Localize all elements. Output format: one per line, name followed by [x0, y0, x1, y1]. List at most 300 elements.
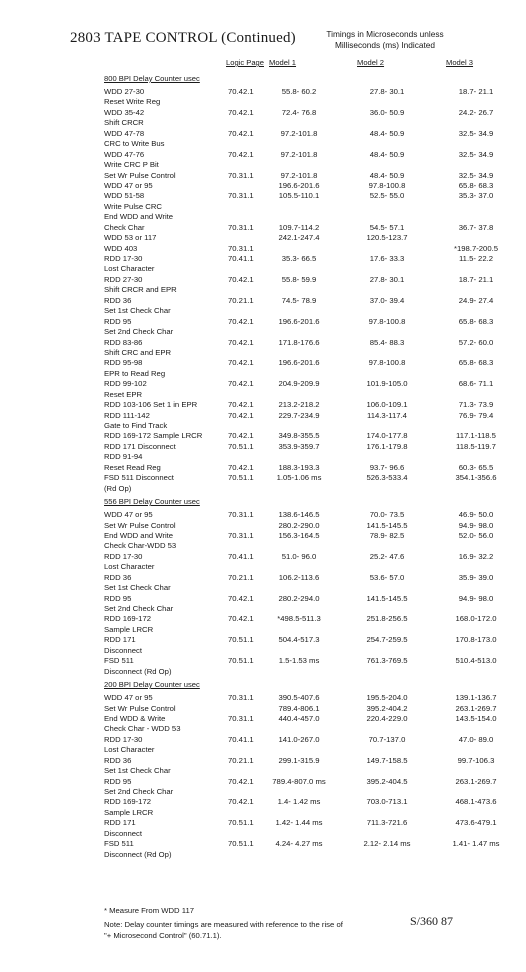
row-label: RDD 83-86	[104, 337, 143, 347]
row-label: Lost Character	[104, 562, 155, 572]
row-label: (Rd Op)	[104, 483, 132, 493]
model2-cell: 711.3-721.6	[366, 818, 408, 828]
table-row	[104, 97, 524, 107]
section-heading	[104, 679, 524, 691]
model2-cell: 149.7-158.5	[366, 755, 408, 765]
table-row	[104, 594, 524, 604]
row-label: RDD 36	[104, 572, 132, 582]
model3-cell: 168.0-172.0	[455, 614, 497, 624]
logic-page-cell: 70.42.1	[228, 431, 254, 441]
model2-cell: 48.4- 50.9	[369, 149, 405, 159]
logic-page-cell: 70.42.1	[228, 462, 254, 472]
model3-cell: 32.5- 34.9	[458, 149, 494, 159]
row-label: RDD 91-94	[104, 452, 143, 462]
logic-page-cell: 70.42.1	[228, 614, 254, 624]
model3-cell: 68.6- 71.1	[458, 379, 494, 389]
row-label: FSD 511 Disconnect	[104, 473, 174, 483]
table-row	[104, 473, 524, 483]
row-label: Lost Character	[104, 264, 155, 274]
table-row	[104, 818, 524, 828]
model1-cell: 196.6-201.6	[278, 180, 320, 190]
row-label: Write CRC P Bit	[104, 160, 159, 170]
model1-cell: 72.4- 76.8	[281, 107, 317, 117]
row-label: Set 1st Check Char	[104, 306, 171, 316]
row-label: CRC to Write Bus	[104, 139, 165, 149]
table-row	[104, 552, 524, 562]
row-label: Set Wr Pulse Control	[104, 703, 176, 713]
row-label: WDD 47 or 95	[104, 510, 153, 520]
logic-page-cell: 70.51.1	[228, 818, 254, 828]
logic-page-cell: 70.21.1	[228, 295, 254, 305]
model1-cell: 35.3- 66.5	[281, 254, 317, 263]
logic-page-cell: 70.21.1	[228, 572, 254, 582]
model3-cell: 32.5- 34.9	[458, 170, 494, 180]
column-header-model2: Model 2	[357, 58, 385, 67]
model1-cell: 188.3-193.3	[278, 462, 320, 472]
row-label: WDD 47-78	[104, 128, 145, 138]
row-label: RDD 95	[104, 593, 132, 603]
table-row	[104, 421, 524, 431]
model3-cell: 52.0- 56.0	[458, 530, 494, 540]
model1-cell: 242.1-247.4	[278, 233, 320, 243]
footnote-delay-counter-ref: "+ Microsecond Control" (60.71.1).	[104, 931, 222, 940]
table-row	[104, 160, 524, 170]
model2-cell: 37.0- 39.4	[369, 295, 405, 305]
row-label: Check Char	[104, 222, 145, 232]
model3-cell: 99.7-106.3	[457, 755, 495, 765]
model2-cell: 27.8- 30.1	[369, 87, 405, 96]
row-label: RDD 27-30	[104, 274, 143, 284]
row-label: Disconnect (Rd Op)	[104, 849, 172, 859]
row-label: RDD 171	[104, 818, 136, 828]
model2-cell: 54.5- 57.1	[369, 222, 405, 232]
row-label: RDD 95	[104, 776, 132, 786]
row-label: RDD 169-172	[104, 797, 152, 807]
table-row	[104, 510, 524, 520]
model2-cell: 176.1-179.8	[366, 441, 408, 451]
model2-cell: 48.4- 50.9	[369, 128, 405, 138]
row-label: FSD 511	[104, 839, 134, 849]
table-row	[104, 541, 524, 551]
table-row	[104, 275, 524, 285]
table-row	[104, 254, 524, 264]
model3-cell: 71.3- 73.9	[458, 400, 494, 410]
table-row	[104, 411, 524, 421]
row-label: Lost Character	[104, 745, 155, 755]
model2-cell: 85.4- 88.3	[369, 337, 405, 347]
model3-cell: 57.2- 60.0	[458, 337, 494, 347]
logic-page-cell: 70.42.1	[228, 87, 254, 96]
row-label: WDD 47-76	[104, 149, 145, 159]
table-row	[104, 379, 524, 389]
model2-cell: 101.9-105.0	[366, 379, 408, 389]
row-label: Check Char - WDD 53	[104, 724, 181, 734]
table-row	[104, 797, 524, 807]
table-row	[104, 635, 524, 645]
model1-cell: 1.42- 1.44 ms	[275, 818, 323, 828]
table-row	[104, 181, 524, 191]
table-row	[104, 583, 524, 593]
table-row	[104, 521, 524, 531]
row-label: Set 2nd Check Char	[104, 787, 174, 796]
model1-cell: *498.5-511.3	[277, 614, 321, 624]
table-row	[104, 338, 524, 348]
model2-cell: 36.0- 50.9	[369, 107, 405, 117]
model1-cell: 1.05-1.06 ms	[276, 473, 322, 483]
column-header-model1: Model 1	[269, 58, 297, 67]
row-label: RDD 36	[104, 755, 132, 765]
table-row	[104, 704, 524, 714]
logic-page-cell: 70.41.1	[228, 254, 254, 263]
table-row	[104, 108, 524, 118]
table-row	[104, 614, 524, 624]
row-label: Reset Write Reg	[104, 97, 161, 107]
model1-cell: 204.9-209.9	[278, 379, 320, 389]
table-row	[104, 223, 524, 233]
timing-units-note	[310, 29, 460, 51]
model2-cell: 70.0- 73.5	[369, 510, 405, 520]
model2-cell: 703.0-713.1	[366, 797, 408, 807]
model2-cell: 254.7-259.5	[366, 635, 408, 645]
model1-cell: 789.4-806.1	[278, 703, 320, 713]
table-row	[104, 369, 524, 379]
logic-page-cell: 70.31.1	[228, 222, 254, 232]
column-header-model3: Model 3	[446, 58, 474, 67]
model3-cell: 46.9- 50.0	[458, 510, 494, 520]
row-label: Set 1st Check Char	[104, 766, 171, 776]
row-label: Disconnect	[104, 645, 143, 655]
model2-cell: 141.5-145.5	[366, 520, 408, 530]
row-label: Set Wr Pulse Control	[104, 170, 176, 180]
row-label: 800 BPI Delay Counter usec	[104, 74, 200, 83]
model1-cell: 97.2-101.8	[280, 170, 318, 180]
row-label: WDD 47 or 95	[104, 693, 153, 703]
table-row	[104, 317, 524, 327]
row-label: RDD 111-142	[104, 410, 150, 420]
model1-cell: 138.6-146.5	[278, 510, 320, 520]
timing-units-note-line2: Milliseconds (ms) Indicated	[334, 40, 436, 50]
table-row	[104, 442, 524, 452]
model1-cell: 55.8- 60.2	[281, 87, 317, 96]
model1-cell: 171.8-176.6	[278, 337, 320, 347]
logic-page-cell: 70.51.1	[228, 839, 254, 849]
model1-cell: 213.2-218.2	[278, 400, 320, 410]
table-row	[104, 745, 524, 755]
row-label: 200 BPI Delay Counter usec	[104, 680, 200, 690]
model3-cell: 18.7- 21.1	[458, 274, 494, 284]
logic-page-cell: 70.51.1	[228, 473, 254, 483]
model1-cell: 55.8- 59.9	[281, 274, 317, 284]
row-label: Shift CRCR and EPR	[104, 285, 177, 295]
table-row	[104, 431, 524, 441]
row-label: Write Pulse CRC	[104, 201, 162, 211]
logic-page-cell: 70.31.1	[228, 693, 254, 703]
table-row	[104, 625, 524, 635]
model3-cell: 94.9- 98.0	[458, 520, 494, 530]
logic-page-cell: 70.42.1	[228, 128, 254, 138]
table-row	[104, 390, 524, 400]
row-label: Set 2nd Check Char	[104, 604, 174, 613]
table-row	[104, 656, 524, 666]
timing-units-note-line1: Timings in Microseconds unless	[326, 29, 444, 39]
table-row	[104, 787, 524, 797]
row-label: Set 2nd Check Char	[104, 327, 174, 337]
model2-cell: 395.2-404.5	[366, 776, 408, 786]
row-label: WDD 403	[104, 243, 138, 253]
table-row	[104, 604, 524, 614]
model3-cell: 36.7- 37.8	[458, 222, 494, 232]
model1-cell: 74.5- 78.9	[281, 295, 317, 305]
model2-cell: 395.2-404.2	[366, 703, 408, 713]
row-label: WDD 47 or 95	[104, 180, 153, 190]
model2-cell: 106.0-109.1	[366, 400, 408, 410]
model3-cell: 24.9- 27.4	[458, 295, 494, 305]
table-row	[104, 358, 524, 368]
model1-cell: 106.2-113.6	[278, 572, 320, 582]
table-row	[104, 808, 524, 818]
table-row	[104, 191, 524, 201]
table-row	[104, 452, 524, 462]
logic-page-cell: 70.31.1	[228, 170, 254, 180]
logic-page-cell: 70.31.1	[228, 243, 254, 253]
row-label: WDD 51-58	[104, 191, 145, 201]
table-row	[104, 306, 524, 316]
table-row	[104, 296, 524, 306]
logic-page-cell: 70.51.1	[228, 656, 254, 666]
model3-cell: 263.1-269.7	[455, 703, 497, 713]
logic-page-cell: 70.42.1	[228, 410, 254, 420]
row-label: RDD 95-98	[104, 358, 143, 368]
logic-page-cell: 70.42.1	[228, 776, 254, 786]
page-title: 2803 TAPE CONTROL (Continued)	[70, 30, 296, 46]
row-label: Reset Read Reg	[104, 462, 161, 472]
model1-cell: 1.4- 1.42 ms	[277, 797, 321, 807]
table-row	[104, 484, 524, 494]
table-row	[104, 850, 524, 860]
model3-cell: *198.7-200.5	[453, 243, 499, 253]
row-label: Shift CRC and EPR	[104, 347, 172, 357]
model3-cell: 1.41- 1.47 ms	[452, 839, 500, 849]
model1-cell: 109.7-114.2	[278, 222, 320, 232]
model1-cell: 229.7-234.9	[278, 410, 320, 420]
model3-cell: 510.4-513.0	[455, 656, 497, 666]
model2-cell: 97.8-100.8	[368, 316, 406, 326]
model1-cell: 349.8-355.5	[278, 431, 320, 441]
table-row	[104, 573, 524, 583]
row-label: Check Char-WDD 53	[104, 541, 177, 551]
model2-cell: 97.8-100.8	[368, 180, 406, 190]
model3-cell: 24.2- 26.7	[458, 107, 494, 117]
model1-cell: 504.4-517.3	[278, 635, 320, 645]
row-label: Sample LRCR	[104, 807, 154, 817]
row-label: Gate to Find Track	[104, 421, 168, 430]
table-row	[104, 348, 524, 358]
model3-cell: 65.8- 68.3	[458, 180, 494, 190]
model2-cell: 52.5- 55.0	[369, 191, 405, 201]
model2-cell: 53.6- 57.0	[369, 572, 405, 582]
model2-cell: 195.5-204.0	[366, 693, 408, 703]
model3-cell: 170.8-173.0	[455, 635, 497, 645]
model1-cell: 105.5-110.1	[278, 191, 320, 201]
model1-cell: 51.0- 96.0	[281, 551, 317, 561]
model3-cell: 94.9- 98.0	[458, 593, 494, 603]
table-row	[104, 777, 524, 787]
model2-cell: 70.7-137.0	[368, 734, 406, 744]
model1-cell: 789.4-807.0 ms	[272, 776, 326, 786]
table-row	[104, 139, 524, 149]
logic-page-cell: 70.31.1	[228, 530, 254, 540]
model2-cell: 526.3-533.4	[366, 473, 408, 483]
model3-cell: 468.1-473.6	[455, 797, 497, 807]
model3-cell: 35.9- 39.0	[458, 572, 494, 582]
model3-cell: 263.1-269.7	[455, 776, 497, 786]
model1-cell: 280.2-294.0	[278, 593, 320, 603]
page-number: S/360 87	[410, 914, 454, 928]
model2-cell: 78.9- 82.5	[369, 530, 405, 540]
model3-cell: 118.5-119.7	[456, 441, 496, 451]
table-row	[104, 118, 524, 128]
row-label: End WDD and Write	[104, 212, 174, 222]
timing-table	[104, 71, 524, 860]
table-row	[104, 756, 524, 766]
row-label: Reset EPR	[104, 389, 143, 399]
model1-cell: 196.6-201.6	[278, 316, 320, 326]
logic-page-cell: 70.51.1	[228, 635, 254, 645]
logic-page-cell: 70.42.1	[228, 797, 254, 807]
row-label: RDD 103-106 Set 1 in EPR	[104, 400, 198, 410]
model1-cell: 156.3-164.5	[278, 530, 320, 540]
row-label: Set 1st Check Char	[104, 583, 171, 593]
row-label: WDD 27-30	[104, 87, 145, 96]
logic-page-cell: 70.31.1	[228, 191, 254, 201]
model1-cell: 97.2-101.8	[280, 149, 318, 159]
row-label: RDD 99-102	[104, 379, 147, 389]
logic-page-cell: 70.42.1	[228, 107, 254, 117]
table-row	[104, 839, 524, 849]
row-label: End WDD & Write	[104, 713, 166, 723]
logic-page-cell: 70.42.1	[228, 400, 254, 410]
row-label: Shift CRCR	[104, 118, 144, 128]
row-label: RDD 95	[104, 316, 132, 326]
logic-page-cell: 70.42.1	[228, 337, 254, 347]
table-row	[104, 714, 524, 724]
model2-cell: 761.3-769.5	[366, 656, 408, 666]
table-row	[104, 562, 524, 572]
model1-cell: 299.1-315.9	[278, 755, 320, 765]
section-heading	[104, 496, 524, 508]
table-row	[104, 531, 524, 541]
model2-cell: 25.2- 47.6	[369, 551, 405, 561]
row-label: RDD 171	[104, 635, 136, 645]
table-row	[104, 327, 524, 337]
logic-page-cell: 70.42.1	[228, 379, 254, 389]
logic-page-cell: 70.31.1	[228, 713, 254, 723]
logic-page-cell: 70.41.1	[228, 734, 254, 744]
model2-cell: 27.8- 30.1	[369, 274, 405, 284]
logic-page-cell: 70.42.1	[228, 316, 254, 326]
model3-cell: 117.1-118.5	[456, 431, 496, 441]
model3-cell: 18.7- 21.1	[458, 87, 494, 96]
model2-cell: 220.4-229.0	[366, 713, 408, 723]
row-label: FSD 511	[104, 656, 134, 666]
table-row	[104, 285, 524, 295]
row-label: RDD 36	[104, 295, 132, 305]
table-row	[104, 463, 524, 473]
model2-cell: 120.5-123.7	[366, 233, 408, 243]
model3-cell: 143.5-154.0	[455, 713, 497, 723]
column-header-logic-page: Logic Page	[226, 58, 264, 67]
row-label: RDD 17-30	[104, 551, 143, 561]
model2-cell: 114.3-117.4	[367, 410, 407, 420]
row-label: Disconnect	[104, 828, 143, 838]
logic-page-cell: 70.42.1	[228, 274, 254, 284]
row-label: RDD 171 Disconnect	[104, 441, 176, 451]
section-heading	[104, 73, 524, 85]
model2-cell: 141.5-145.5	[366, 593, 408, 603]
model1-cell: 4.24- 4.27 ms	[275, 839, 323, 849]
table-row	[104, 400, 524, 410]
model3-cell: 139.1-136.7	[455, 693, 497, 703]
model3-cell: 76.9- 79.4	[458, 410, 494, 420]
row-label: 556 BPI Delay Counter usec	[104, 497, 200, 507]
table-row	[104, 150, 524, 160]
model3-cell: 473.6-479.1	[455, 818, 497, 828]
row-label: RDD 17-30	[104, 734, 143, 744]
model1-cell: 141.0-267.0	[278, 734, 320, 744]
table-row	[104, 667, 524, 677]
model2-cell: 97.8-100.8	[368, 358, 406, 368]
row-label: RDD 169-172	[104, 614, 152, 624]
model2-cell: 2.12- 2.14 ms	[363, 839, 411, 849]
row-label: Set Wr Pulse Control	[104, 520, 176, 530]
row-label: WDD 35-42	[104, 107, 145, 117]
row-label: Sample LRCR	[104, 624, 154, 634]
model1-cell: 390.5-407.6	[278, 693, 320, 703]
model3-cell: 354.1-356.6	[455, 473, 497, 483]
table-row	[104, 646, 524, 656]
row-label: EPR to Read Reg	[104, 368, 166, 378]
logic-page-cell: 70.21.1	[228, 755, 254, 765]
model3-cell: 11.5- 22.2	[458, 254, 494, 263]
row-label: Disconnect (Rd Op)	[104, 666, 172, 676]
model1-cell: 97.2-101.8	[280, 128, 318, 138]
table-row	[104, 202, 524, 212]
model2-cell: 17.6- 33.3	[369, 254, 405, 263]
logic-page-cell: 70.51.1	[228, 441, 254, 451]
table-row	[104, 171, 524, 181]
logic-page-cell: 70.42.1	[228, 593, 254, 603]
footnote-measure: * Measure From WDD 117	[104, 906, 194, 915]
model1-cell: 1.5-1.53 ms	[278, 656, 320, 666]
table-row	[104, 735, 524, 745]
model1-cell: 280.2-290.0	[278, 520, 320, 530]
model1-cell: 353.9-359.7	[278, 441, 320, 451]
table-row	[104, 264, 524, 274]
table-row	[104, 129, 524, 139]
table-row	[104, 766, 524, 776]
model2-cell: 93.7- 96.6	[369, 462, 405, 472]
model3-cell: 16.9- 32.2	[458, 551, 494, 561]
table-row	[104, 244, 524, 254]
table-row	[104, 724, 524, 734]
model3-cell: 65.8- 68.3	[458, 316, 494, 326]
model1-cell: 440.4-457.0	[278, 713, 320, 723]
row-label: RDD 169-172 Sample LRCR	[104, 431, 203, 441]
logic-page-cell: 70.31.1	[228, 510, 254, 520]
model1-cell: 196.6-201.6	[278, 358, 320, 368]
row-label: WDD 53 or 117	[104, 233, 157, 243]
model3-cell: 65.8- 68.3	[458, 358, 494, 368]
